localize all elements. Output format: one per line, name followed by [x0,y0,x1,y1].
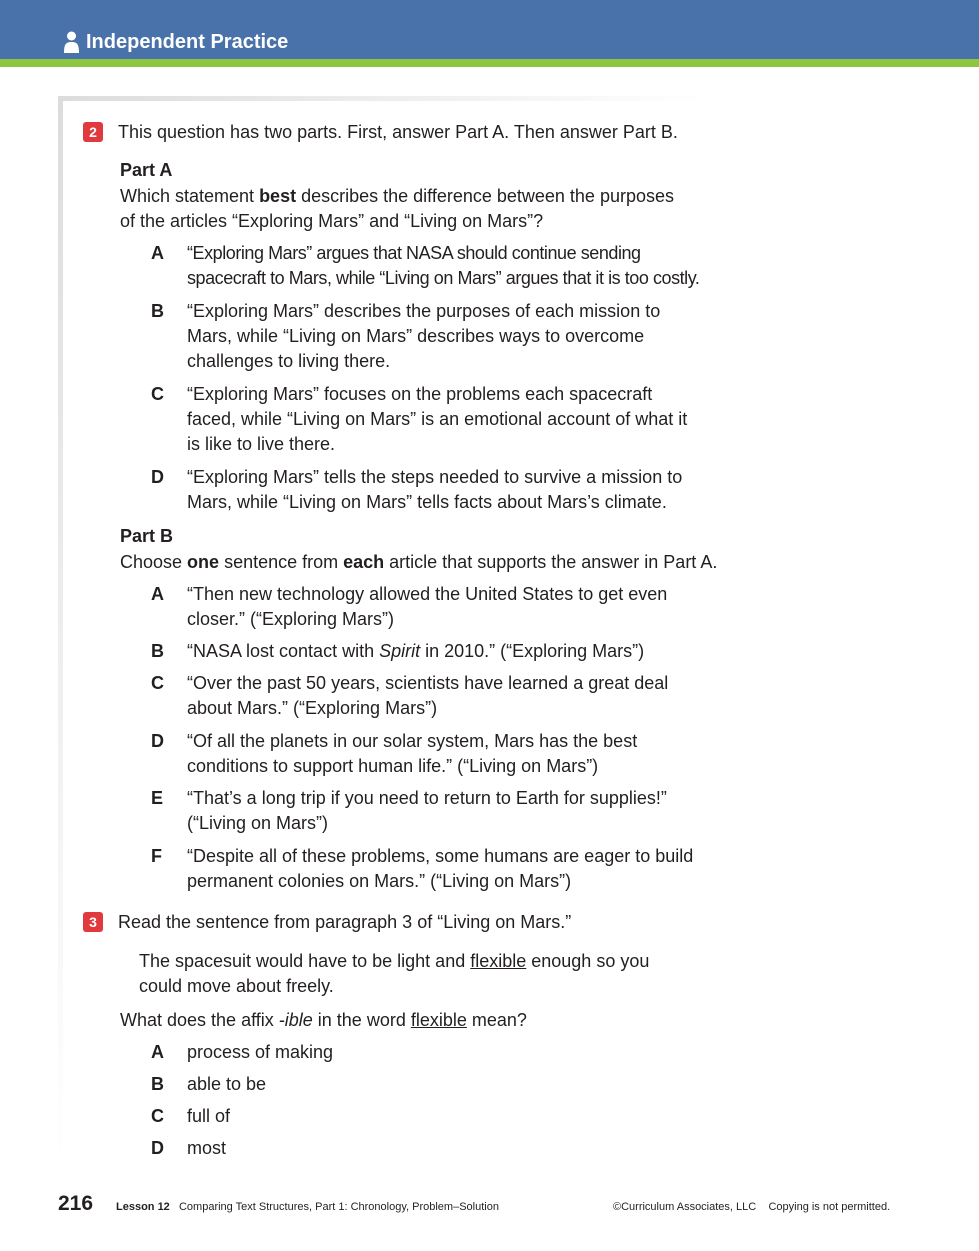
question-number-badge: 2 [83,122,103,142]
answer-choice-letter[interactable]: E [151,788,164,808]
answer-choice-text[interactable]: “Exploring Mars” describes the purposes of each mission to Mars, while “Living on Mars” describes ways to overcome challenges to living there. [187,301,661,371]
lesson-label: Lesson 12 [116,1201,170,1213]
copyright-footer [613,1199,890,1215]
part-b-prompt: Choose one sentence from each article that supports the answer in Part A. [120,552,718,572]
answer-choice-text[interactable]: “Despite all of these problems, some humans are eager to build permanent colonies on Mars.” (“Living on Mars”) [187,846,694,891]
answer-choice-text[interactable]: “Over the past 50 years, scientists have learned a great deal about Mars.” (“Exploring Mars”) [187,673,669,718]
answer-choice-letter[interactable]: A [151,243,164,263]
answer-choice-letter[interactable]: F [151,846,162,866]
question-3-prompt: What does the affix -ible in the word flexible mean? [120,1010,527,1030]
answer-choice-letter[interactable]: A [151,584,164,604]
answer-choice-letter[interactable]: C [151,673,164,693]
answer-choice-letter[interactable]: B [151,1074,164,1094]
answer-choice-text[interactable]: able to be [187,1074,267,1094]
answer-choice-letter[interactable]: D [151,731,164,751]
answer-choice-text[interactable]: process of making [187,1042,334,1062]
part-a-prompt-line2: of the articles “Exploring Mars” and “Living on Mars”? [120,211,544,231]
answer-choice-text[interactable]: “Exploring Mars” argues that NASA should continue sending spacecraft to Mars, while “Living on Mars” argues that it is too costly. [187,243,700,288]
answer-choice-letter[interactable]: B [151,301,164,321]
answer-choice-text[interactable]: “Of all the planets in our solar system, Mars has the best conditions to support human life.” (“Living on Mars”) [187,731,638,776]
answer-choice-text[interactable]: “That’s a long trip if you need to return to Earth for supplies!” (“Living on Mars”) [187,788,667,833]
section-title-text: Independent Practice [86,30,289,53]
part-a-label: Part A [120,160,173,180]
answer-choice-letter[interactable]: D [151,467,164,487]
panel-border-left [58,96,63,1161]
answer-choice-text[interactable]: most [187,1138,227,1158]
answer-choice-letter[interactable]: B [151,641,164,661]
answer-choice-letter[interactable]: C [151,384,164,404]
copyright: ©Curriculum Associates, LLC [613,1201,757,1213]
copy-notice: Copying is not permitted. [768,1201,891,1213]
question-3-intro: Read the sentence from paragraph 3 of “Living on Mars.” [118,912,572,932]
header-accent-stripe [0,59,979,67]
question-number-badge: 3 [83,912,103,932]
answer-choice-text[interactable]: “Exploring Mars” tells the steps needed to survive a mission to Mars, while “Living on Mars” tells facts about Mars’s climate. [187,467,683,512]
part-a-prompt: Which statement best describes the difference between the purposes [120,186,674,206]
panel-border-top [58,96,708,101]
answer-choice-letter[interactable]: A [151,1042,164,1062]
quoted-sentence-line2: could move about freely. [139,976,334,996]
person-icon [63,31,80,53]
question-2-intro: This question has two parts. First, answer Part A. Then answer Part B. [118,122,678,142]
part-b-label: Part B [120,526,174,546]
answer-choice-text[interactable]: “Exploring Mars” focuses on the problems each spacecraft faced, while “Living on Mars” is an emotional account of what it is like to live there. [187,384,688,454]
answer-choice-text[interactable]: “Then new technology allowed the United States to get even closer.” (“Exploring Mars”) [187,584,668,629]
answer-choice-text[interactable]: “NASA lost contact with Spirit in 2010.” (“Exploring Mars”) [187,641,645,661]
lesson-footer [116,1199,499,1215]
quoted-sentence: The spacesuit would have to be light and flexible enough so you [139,951,650,971]
section-title [63,27,288,57]
answer-choice-letter[interactable]: C [151,1106,164,1126]
answer-choice-text[interactable]: full of [187,1106,231,1126]
page-number: 216 [58,1192,94,1215]
lesson-title: Comparing Text Structures, Part 1: Chronology, Problem–Solution [178,1201,499,1213]
answer-choice-letter[interactable]: D [151,1138,164,1158]
